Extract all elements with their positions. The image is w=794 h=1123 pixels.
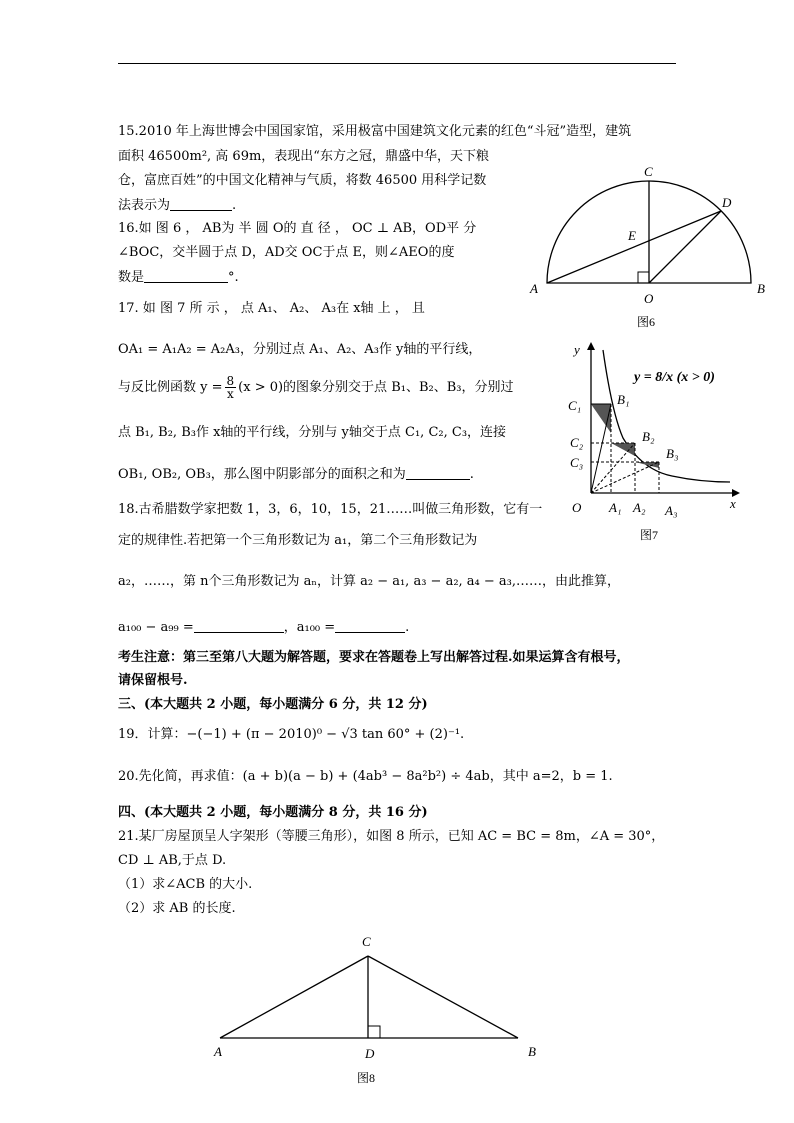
fig7-label-b3: B₃ bbox=[666, 446, 679, 461]
q16-line3: 数是 °. bbox=[118, 270, 239, 285]
figure-7 bbox=[560, 338, 750, 548]
q17-fraction: $\frac{8}{x}$ bbox=[226, 374, 235, 401]
q18-line2: 定的规律性.若把第一个三角形数记为 a₁，第二个三角形数记为 bbox=[118, 533, 478, 548]
q21-sub1: （1）求∠ACB 的大小. bbox=[118, 877, 253, 892]
q17-line1: 17. 如 图 7 所 示 ， 点 A₁、 A₂、 A₃在 x轴 上 ， 且 bbox=[118, 301, 425, 316]
q21-line2: CD ⊥ AB,于点 D. bbox=[118, 853, 227, 868]
q18-line1: 18.古希腊数学家把数 1，3，6，10，15，21……叫做三角形数，它有一 bbox=[118, 502, 543, 517]
q15-line1: 15.2010 年上海世博会中国国家馆，采用极富中国建筑文化元素的红色“斗冠”造型，建筑 bbox=[118, 124, 632, 139]
fig6-label-e: E bbox=[628, 228, 636, 243]
q15-line4: 法表示为 . bbox=[118, 198, 237, 213]
fig7-label-a3: A₃ bbox=[665, 503, 678, 518]
q17-line4: 点 B₁, B₂, B₃作 x轴的平行线，分别与 y轴交于点 C₁, C₂, C₃，连接 bbox=[118, 425, 507, 440]
fig8-caption: 图8 bbox=[357, 1071, 376, 1085]
q19-text: 19．计算：−(−1) + (π − 2010)⁰ − √3 tan 60° + (2)⁻¹. bbox=[118, 727, 465, 742]
q20-text: 20.先化简，再求值：(a + b)(a − b) + (4ab³ − 8a²b²) ÷ 4ab，其中 a=2，b = 1. bbox=[118, 769, 613, 784]
fig7-label-b1: B₁ bbox=[617, 392, 630, 407]
q18-answer-blank-1 bbox=[194, 620, 284, 633]
fig7-label-o: O bbox=[572, 500, 582, 515]
fig7-label-c1: C₁ bbox=[568, 398, 582, 413]
q17-line5: OB₁, OB₂, OB₃，那么图中阴影部分的面积之和为 . bbox=[118, 467, 474, 482]
fig6-label-a: A bbox=[530, 281, 538, 296]
q21-line1: 21.某厂房屋顶呈人字架形（等腰三角形），如图 8 所示，已知 AC = BC = 8m，∠A = 30°， bbox=[118, 829, 665, 844]
fig7-label-x: x bbox=[730, 496, 736, 511]
fig8-label-c: C bbox=[362, 934, 371, 949]
q21-sub2: （2）求 AB 的长度. bbox=[118, 901, 236, 916]
fig8-label-d: D bbox=[365, 1046, 375, 1061]
q15-line3: 仓，富庶百姓”的中国文化精神与气质，将数 46500 用科学记数 bbox=[118, 173, 487, 188]
q15-line2: 面积 46500m², 高 69m，表现出“东方之冠，鼎盛中华，天下粮 bbox=[118, 149, 489, 164]
fig6-label-b: B bbox=[757, 281, 765, 296]
q17-line3: 与反比例函数 y = $\frac{8}{x}$ (x > 0)的图象分别交于点 B₁、B₂、B₃，分别过 bbox=[118, 374, 514, 401]
fig8-label-b: B bbox=[528, 1044, 536, 1059]
notice-line1: 考生注意：第三至第八大题为解答题，要求在答题卷上写出解答过程.如果运算含有根号， bbox=[118, 650, 630, 665]
section3-heading: 三、(本大题共 2 小题，每小题满分 6 分，共 12 分) bbox=[118, 697, 428, 712]
q16-line2: ∠BOC，交半圆于点 D，AD交 OC于点 E，则∠AEO的度 bbox=[118, 245, 455, 260]
q16-line1: 16.如 图 6 ， AB为 半 圆 O的 直 径 ， OC ⊥ AB，OD平 分 bbox=[118, 221, 477, 236]
q18-answer-blank-2 bbox=[335, 620, 405, 633]
fig7-label-c2: C₂ bbox=[570, 435, 584, 450]
q15-answer-blank bbox=[170, 198, 232, 211]
q18-line4: a₁₀₀ − a₉₉ = ，a₁₀₀ = . bbox=[118, 620, 410, 635]
q16-answer-blank bbox=[144, 270, 228, 283]
fig8-label-a: A bbox=[214, 1044, 222, 1059]
fig7-caption: 图7 bbox=[640, 528, 659, 542]
fig7-label-c3: C₃ bbox=[570, 455, 584, 470]
q17-line2: OA₁ = A₁A₂ = A₂A₃，分别过点 A₁、A₂、A₃作 y轴的平行线， bbox=[118, 342, 482, 357]
section4-heading: 四、(本大题共 2 小题，每小题满分 8 分，共 16 分) bbox=[118, 805, 428, 820]
figure-6 bbox=[525, 160, 775, 335]
fig7-label-a2: A₂ bbox=[633, 500, 646, 515]
fig7-formula: y = 8/x (x > 0) bbox=[634, 370, 715, 385]
header-rule bbox=[118, 63, 676, 64]
fig7-label-a1: A₁ bbox=[609, 500, 622, 515]
notice-line2: 请保留根号. bbox=[118, 673, 188, 688]
fig6-caption: 图6 bbox=[637, 315, 656, 329]
fig6-label-d: D bbox=[722, 195, 732, 210]
figure-8 bbox=[200, 928, 560, 1090]
fig6-label-o: O bbox=[644, 291, 654, 306]
fig7-label-b2: B₂ bbox=[642, 429, 655, 444]
fig7-label-y: y bbox=[574, 342, 580, 357]
fig6-label-c: C bbox=[644, 164, 653, 179]
q18-line3: a₂，……，第 n个三角形数记为 aₙ，计算 a₂ − a₁, a₃ − a₂, a₄ − a₃,……，由此推算， bbox=[118, 574, 621, 589]
q17-answer-blank bbox=[406, 467, 470, 480]
